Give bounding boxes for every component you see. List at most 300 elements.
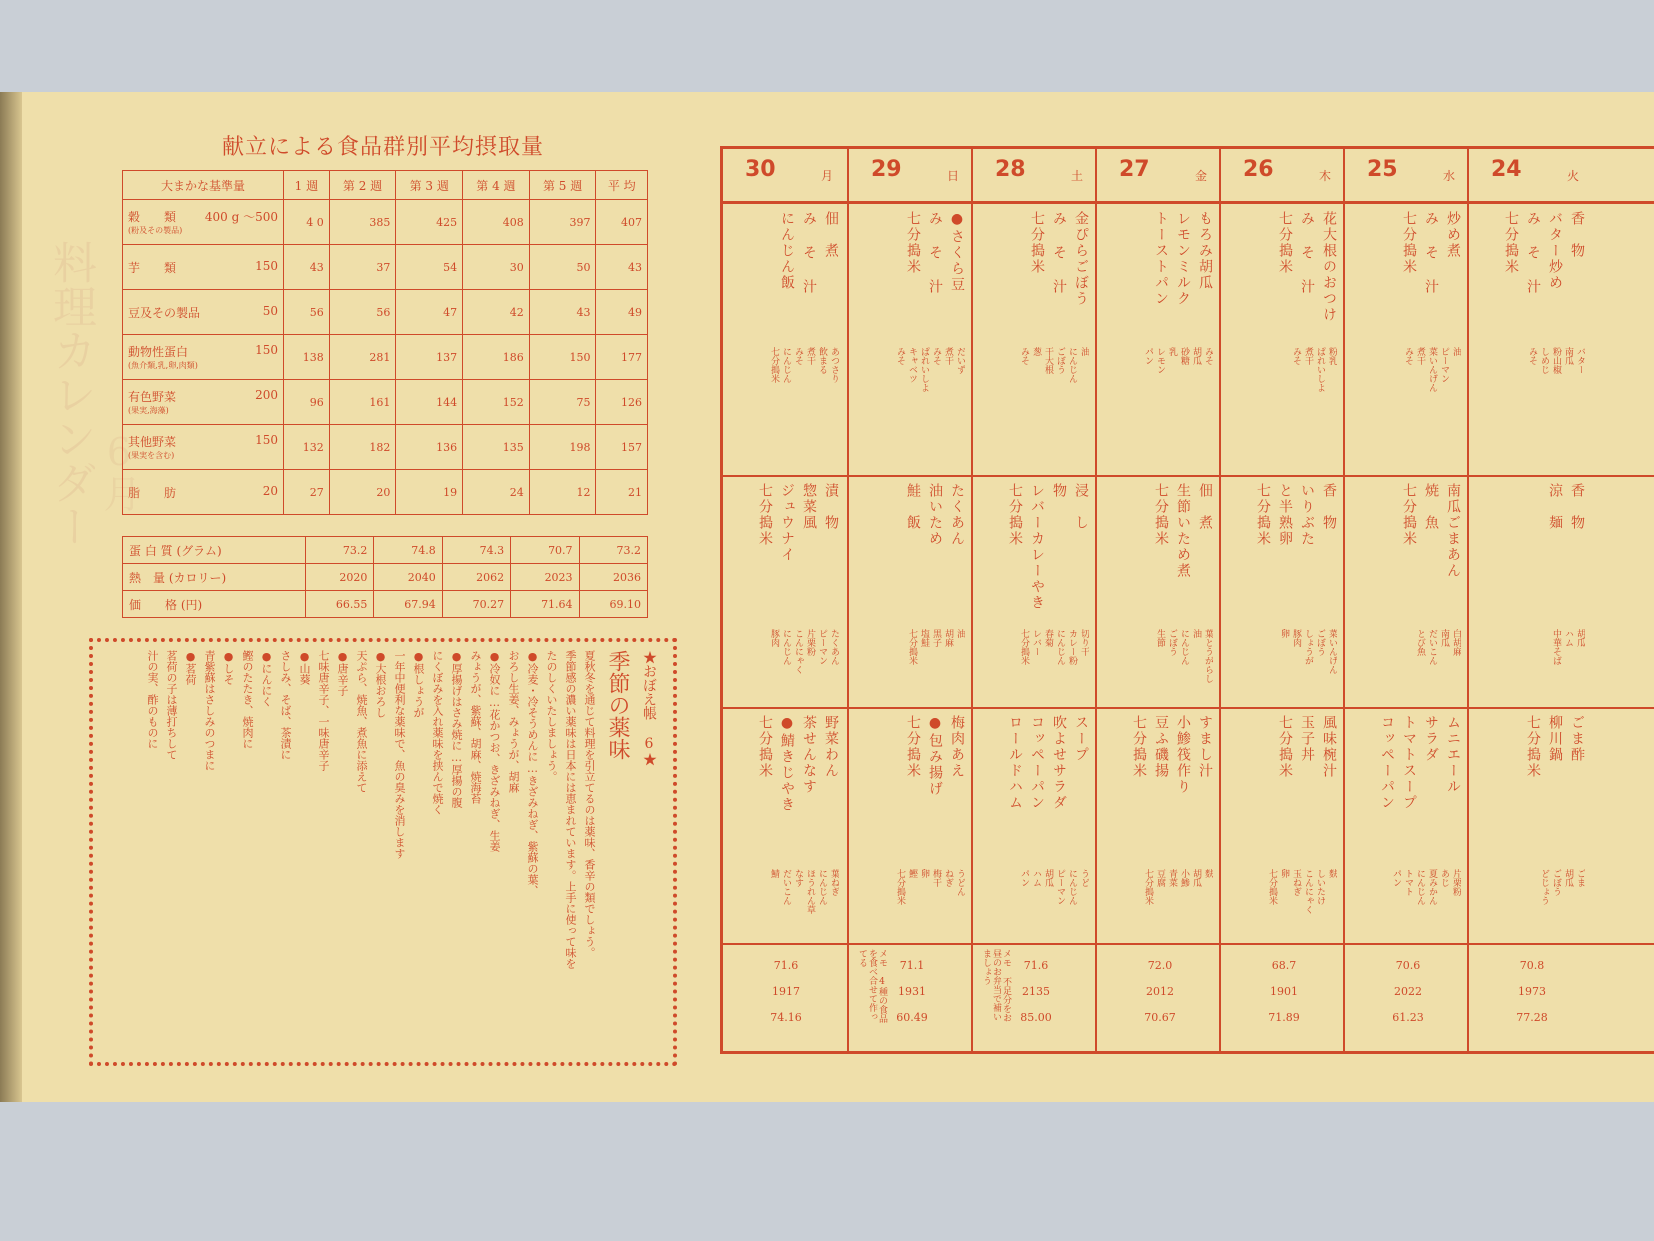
intake-row <box>123 335 648 380</box>
breakfast-dishes-item: トーストパン <box>1153 211 1169 307</box>
weekday: 水 <box>1442 169 1455 183</box>
breakfast-ingredients-item: にんじん <box>1067 347 1077 383</box>
breakfast-ingredients-item: 煮干 <box>1415 347 1425 365</box>
intake-value: 24 <box>463 470 530 515</box>
food-group-note: (果実を含む) <box>128 451 175 460</box>
dinner-ingredients-item: 玉ねぎ <box>1291 869 1301 896</box>
memo-column-text: おろし生姜、みょうが、胡麻 <box>507 650 520 793</box>
dinner-ingredients-item: ハム <box>1031 869 1041 887</box>
dinner-ingredients <box>981 869 1089 939</box>
day-column <box>1219 149 1345 1051</box>
dinner-dishes <box>981 715 1089 865</box>
day-total-protein: 70.6 <box>1395 959 1421 972</box>
intake-value: 20 <box>329 470 396 515</box>
breakfast-dishes-item: 七分搗米 <box>905 211 921 275</box>
lunch-dishes-item: 生節いため煮 <box>1175 483 1191 579</box>
dinner-ingredients-item: 卵 <box>919 869 929 878</box>
lunch-dishes-item: 七分搗米 <box>1007 483 1023 547</box>
dinner-dishes-item: コッペーパン <box>1379 715 1395 811</box>
day-total-price: 71.89 <box>1268 1011 1300 1024</box>
breakfast-dishes-item: み そ 汁 <box>1051 211 1067 295</box>
breakfast-ingredients-item: みそ <box>793 347 803 365</box>
breakfast-ingredients-item: だいず <box>955 347 965 374</box>
intake-value: 182 <box>329 425 396 470</box>
lunch-ingredients-item: にんじん <box>1055 629 1065 665</box>
intake-value: 4 0 <box>284 200 330 245</box>
lunch-dishes-item: レバーカレーやき <box>1029 483 1045 611</box>
dinner-dishes <box>1229 715 1337 865</box>
dinner-dishes-item: 茶せんなす <box>801 715 817 795</box>
breakfast-dishes-item: バター炒め <box>1547 211 1563 291</box>
breakfast-ingredients-item: 七分搗米 <box>769 347 779 383</box>
intake-value: 152 <box>463 380 530 425</box>
standard-amount: 200 <box>255 388 278 402</box>
intake-value: 27 <box>284 470 330 515</box>
memo-column-text: ●根しょうが <box>412 650 425 718</box>
breakfast-ingredients <box>1477 347 1585 467</box>
intake-value: 186 <box>463 335 530 380</box>
breakfast-dishes-item: み そ 汁 <box>1525 211 1541 295</box>
intake-value: 54 <box>396 245 463 290</box>
lunch-dishes-item: 七分搗米 <box>1153 483 1169 547</box>
summary-value: 2040 <box>374 564 442 591</box>
lunch-ingredients-item: 七分搗米 <box>1019 629 1029 665</box>
memo-column-text: ●厚揚げはさみ焼に…厚揚の腹 <box>450 650 463 808</box>
food-group-note: (粉及その製品) <box>128 226 183 235</box>
lunch-dishes <box>1477 483 1585 623</box>
breakfast-ingredients-item: みそ <box>895 347 905 365</box>
header-cell: 第 4 週 <box>463 171 530 200</box>
menu-calendar <box>720 146 1654 1054</box>
intake-value: 56 <box>284 290 330 335</box>
day-number: 27 <box>1119 157 1150 182</box>
intake-table-header <box>123 171 648 200</box>
food-group-label <box>123 470 284 515</box>
food-group-name: 其他野菜 <box>128 435 177 449</box>
food-group-label <box>123 200 284 245</box>
side-faded-month: 6月 <box>97 430 141 512</box>
lunch-ingredients-item: しょうが <box>1303 629 1313 665</box>
intake-value: 96 <box>284 380 330 425</box>
intake-value: 138 <box>284 335 330 380</box>
day-total-calories: 2135 <box>1022 985 1050 998</box>
day-total-protein: 71.6 <box>1023 959 1049 972</box>
lunch-dishes-item: 惣菜風 <box>801 483 817 531</box>
dinner-dishes-item: サラダ <box>1423 715 1439 763</box>
intake-value: 137 <box>396 335 463 380</box>
lunch-ingredients <box>1105 629 1213 703</box>
lunch-ingredients-item: 生節 <box>1155 629 1165 647</box>
day-column <box>971 149 1097 1051</box>
breakfast-ingredients <box>731 347 839 467</box>
dinner-ingredients-item: ピーマン <box>1055 869 1065 905</box>
breakfast-dishes <box>1229 211 1337 331</box>
dinner-ingredients-item: にんじん <box>817 869 827 905</box>
lunch-ingredients-item: カレー粉 <box>1067 629 1077 665</box>
breakfast-dishes <box>731 211 839 331</box>
intake-value: 136 <box>396 425 463 470</box>
intake-value: 177 <box>596 335 648 380</box>
memo-column-text: 夏秋冬を通じて料理を引立てるのは薬味、香辛の類でしょう。 <box>583 650 596 958</box>
intake-value: 49 <box>596 290 648 335</box>
intake-value: 126 <box>596 380 648 425</box>
weekday: 日 <box>946 169 959 183</box>
memo-column-text: たのしくいたしましょう。 <box>545 650 558 782</box>
lunch-ingredients-item: 卵 <box>1279 629 1289 638</box>
summary-value: 2020 <box>306 564 374 591</box>
lunch-dishes-item: 七分搗米 <box>1401 483 1417 547</box>
breakfast-ingredients-item: 油 <box>1079 347 1089 356</box>
day-number: 26 <box>1243 157 1274 182</box>
intake-value: 135 <box>463 425 530 470</box>
intake-value: 43 <box>284 245 330 290</box>
day-number: 29 <box>871 157 902 182</box>
dinner-ingredients-item: あじ <box>1439 869 1449 887</box>
dinner-ingredients-item: 夏みかん <box>1427 869 1437 905</box>
lunch-ingredients-item: 油 <box>1191 629 1201 638</box>
breakfast-dishes-item: み そ 汁 <box>927 211 943 295</box>
lunch-dishes-item: 焼 魚 <box>1423 483 1439 531</box>
breakfast-ingredients-item: レモン <box>1155 347 1165 374</box>
memo-column-text: 汁の実、酢のものに <box>146 650 159 749</box>
day-total-protein: 70.8 <box>1519 959 1545 972</box>
lunch-ingredients-item: 胡瓜 <box>1575 629 1585 647</box>
breakfast-ingredients-item: キャベツ <box>907 347 917 383</box>
dinner-ingredients-item: 片栗粉 <box>1451 869 1461 896</box>
intake-value: 43 <box>596 245 648 290</box>
lunch-dishes-item: 七分搗米 <box>757 483 773 547</box>
dinner-ingredients-item: しいたけ <box>1315 869 1325 905</box>
food-group-label <box>123 290 284 335</box>
nutrition-summary-table <box>122 536 648 618</box>
breakfast-dishes <box>1353 211 1461 331</box>
lunch-ingredients-item: 白胡麻 <box>1451 629 1461 656</box>
lunch-dishes-item: 七分搗米 <box>1255 483 1271 547</box>
dinner-ingredients-item: にんじん <box>1415 869 1425 905</box>
dinner-dishes-item: ●鯖きじやき <box>779 715 795 813</box>
day-column <box>1343 149 1469 1051</box>
lunch-dishes-item: 浸 し <box>1073 483 1089 531</box>
memo-column-text: 一年中便利な薬味で、魚の臭みを消します <box>393 650 406 859</box>
dinner-ingredients <box>731 869 839 939</box>
food-group-name: 有色野菜 <box>128 390 177 404</box>
breakfast-dishes-item: 炒め煮 <box>1445 211 1461 259</box>
dinner-ingredients-item: ほうれん草 <box>805 869 815 914</box>
intake-value: 144 <box>396 380 463 425</box>
day-total-protein: 68.7 <box>1271 959 1297 972</box>
lunch-dishes <box>1353 483 1461 623</box>
intake-value: 408 <box>463 200 530 245</box>
lunch-ingredients-item: 中華そば <box>1551 629 1561 665</box>
lunch-ingredients <box>731 629 839 703</box>
memo-box <box>89 638 677 1066</box>
dinner-dishes-item: 風味椀汁 <box>1321 715 1337 779</box>
intake-value: 161 <box>329 380 396 425</box>
food-group-label <box>123 245 284 290</box>
day-total-price: 77.28 <box>1516 1011 1548 1024</box>
dinner-dishes-item: 野菜わん <box>823 715 839 779</box>
dinner-ingredients-item: 卵 <box>1279 869 1289 878</box>
day-column <box>847 149 973 1051</box>
dinner-ingredients-item: ねぎ <box>943 869 953 887</box>
summary-value: 70.27 <box>442 591 510 618</box>
breakfast-dishes <box>1105 211 1213 331</box>
dinner-dishes-item: 豆ふ磯揚 <box>1153 715 1169 779</box>
memo-column-text: さしみ、そば、茶漬に <box>279 650 292 760</box>
lunch-dishes-item: いりぶた <box>1299 483 1315 547</box>
lunch-ingredients-item: とび魚 <box>1415 629 1425 656</box>
day-total-calories: 1931 <box>898 985 926 998</box>
intake-value: 21 <box>596 470 648 515</box>
breakfast-dishes-item: にんじん飯 <box>779 211 795 291</box>
intake-value: 397 <box>529 200 596 245</box>
breakfast-ingredients-item: あつさり <box>829 347 839 383</box>
weekday: 土 <box>1070 169 1083 183</box>
breakfast-dishes-item: 花大根のおつけ <box>1321 211 1337 323</box>
summary-value: 66.55 <box>306 591 374 618</box>
dinner-ingredients <box>1477 869 1585 939</box>
day-total-price: 70.67 <box>1144 1011 1176 1024</box>
header-cell: 大まかな基準量 <box>123 171 284 200</box>
dinner-ingredients-item: 豆腐 <box>1155 869 1165 887</box>
breakfast-dishes-item: み そ 汁 <box>1423 211 1439 295</box>
dinner-dishes <box>1105 715 1213 865</box>
lunch-ingredients-item: 胡麻 <box>943 629 953 647</box>
side-faded-title: 料理カレンダー <box>45 240 96 548</box>
summary-value: 74.8 <box>374 537 442 564</box>
breakfast-ingredients-item: 葱 <box>1031 347 1041 356</box>
lunch-dishes-item: 佃 煮 <box>1197 483 1213 531</box>
memo-column-text: 鰹のたたき、焼肉に <box>241 650 254 749</box>
lunch-ingredients-item: こんにゃく <box>793 629 803 674</box>
day-total-price: 60.49 <box>896 1011 928 1024</box>
lunch-dishes-item: 物 <box>1051 483 1067 499</box>
day-total-price: 61.23 <box>1392 1011 1424 1024</box>
weekday: 火 <box>1566 169 1579 183</box>
lunch-ingredients-item: 南瓜 <box>1439 629 1449 647</box>
dinner-dishes-item: スープ <box>1073 715 1089 763</box>
summary-row <box>123 564 648 591</box>
day-total-protein: 71.1 <box>899 959 925 972</box>
breakfast-ingredients-item: 飲まる <box>817 347 827 374</box>
breakfast-ingredients <box>1229 347 1337 467</box>
food-group-name: 動物性蛋白 <box>128 345 189 359</box>
day-number: 24 <box>1491 157 1522 182</box>
summary-value: 70.7 <box>511 537 579 564</box>
dinner-dishes-item: 七分搗米 <box>1131 715 1147 779</box>
lunch-dishes-item: 油いため <box>927 483 943 547</box>
breakfast-dishes-item: み そ 汁 <box>801 211 817 295</box>
memo-column-text: ●山葵 <box>298 650 311 685</box>
breakfast-ingredients-item: 菜いんげん <box>1427 347 1437 392</box>
summary-value: 67.94 <box>374 591 442 618</box>
breakfast-dishes-item: 七分搗米 <box>1503 211 1519 275</box>
lunch-dishes-item: 漬 物 <box>823 483 839 531</box>
intake-value: 198 <box>529 425 596 470</box>
weekday: 木 <box>1318 169 1331 183</box>
dinner-ingredients-item: 麩 <box>1327 869 1337 878</box>
day-column <box>1467 149 1593 1051</box>
standard-amount: 400 g ～500 <box>204 210 278 224</box>
breakfast-dishes <box>1477 211 1585 331</box>
dinner-dishes-item: 梅肉あえ <box>949 715 965 779</box>
dinner-dishes <box>731 715 839 865</box>
lunch-dishes-item: 南瓜ごまあん <box>1445 483 1461 579</box>
day-total-protein: 72.0 <box>1147 959 1173 972</box>
breakfast-dishes <box>857 211 965 331</box>
intake-value: 56 <box>329 290 396 335</box>
dinner-dishes-item: 七分搗米 <box>905 715 921 779</box>
breakfast-ingredients-item: ごぼう <box>1055 347 1065 374</box>
dinner-ingredients-item: 胡瓜 <box>1563 869 1573 887</box>
summary-value: 73.2 <box>579 537 647 564</box>
food-group-name: 脂 肪 <box>128 485 177 500</box>
intake-row <box>123 470 648 515</box>
standard-amount: 20 <box>262 483 278 498</box>
dinner-ingredients-item: うどん <box>955 869 965 896</box>
breakfast-ingredients-item: みそ <box>1203 347 1213 365</box>
dinner-ingredients-item: トマト <box>1403 869 1413 896</box>
memo-column-text: みょうが、紫蘇、胡麻、焼海苔 <box>469 650 482 804</box>
memo-column-text: ●にんにく <box>260 650 273 707</box>
breakfast-ingredients-item: パン <box>1143 347 1153 365</box>
dinner-ingredients-item: パン <box>1391 869 1401 887</box>
memo-column-text: ●しそ <box>222 650 235 685</box>
lunch-ingredients-item: 菜いんげん <box>1327 629 1337 674</box>
dinner-ingredients <box>1229 869 1337 939</box>
breakfast-ingredients-item: しめじ <box>1539 347 1549 374</box>
dinner-ingredients-item: 鰹 <box>907 869 917 878</box>
day-total-protein: 71.6 <box>773 959 799 972</box>
memo-column-text: ●大根おろし <box>374 650 387 718</box>
lunch-ingredients <box>1229 629 1337 703</box>
intake-value: 385 <box>329 200 396 245</box>
lunch-ingredients-item: にんじん <box>781 629 791 665</box>
lunch-ingredients-item: レバー <box>1031 629 1041 656</box>
memo-column-text: 茗荷の子は薄打ちして <box>165 650 178 760</box>
memo-column-text: ●茗荷 <box>184 650 197 685</box>
breakfast-ingredients-item: 南瓜 <box>1563 347 1573 365</box>
day-total-calories: 2012 <box>1146 985 1174 998</box>
intake-table-title: 献立による食品群別平均摂取量 <box>222 135 545 160</box>
breakfast-ingredients-item: 煮干 <box>805 347 815 365</box>
summary-label: 蛋 白 質 (グラム) <box>123 537 306 564</box>
memo-banner: ★おぼえ帳 6★ <box>641 650 657 766</box>
intake-value: 19 <box>396 470 463 515</box>
lunch-ingredients-item: 七分搗米 <box>907 629 917 665</box>
book-spine <box>0 92 22 1102</box>
breakfast-ingredients <box>981 347 1089 467</box>
lunch-ingredients-item: 豚肉 <box>769 629 779 647</box>
intake-value: 30 <box>463 245 530 290</box>
day-number: 30 <box>745 157 776 182</box>
lunch-dishes-item: 香 物 <box>1321 483 1337 531</box>
day-total-calories: 1917 <box>772 985 800 998</box>
dinner-ingredients-item: 七分搗米 <box>1267 869 1277 905</box>
lunch-ingredients-item: 黒子 <box>931 629 941 647</box>
summary-label: 価 格 (円) <box>123 591 306 618</box>
food-group-name: 芋 類 <box>128 260 177 275</box>
breakfast-ingredients-item: みそ <box>1527 347 1537 365</box>
memo-column-text: 天ぷら、焼魚、煮魚に添えて <box>355 650 368 793</box>
breakfast-ingredients-item: みそ <box>1291 347 1301 365</box>
food-group-label <box>123 425 284 470</box>
intake-value: 43 <box>529 290 596 335</box>
right-page <box>720 110 1654 1060</box>
lunch-ingredients-item: ごぼう <box>1315 629 1325 656</box>
standard-amount: 150 <box>255 258 278 273</box>
day-total-calories: 1973 <box>1518 985 1546 998</box>
lunch-ingredients-item: 塩鮭 <box>919 629 929 647</box>
lunch-dishes <box>1229 483 1337 623</box>
lunch-ingredients-item: 切り干 <box>1079 629 1089 656</box>
day-memo: メモ 4種の食品を食べ合せて作ってる <box>857 949 887 1023</box>
breakfast-dishes <box>981 211 1089 331</box>
dinner-ingredients-item: うど <box>1079 869 1089 887</box>
breakfast-dishes-item: 七分搗米 <box>1029 211 1045 275</box>
day-memo: メモ 不足分をお昼のお弁当で補いましょう <box>981 949 1011 1022</box>
header-cell: 第 3 週 <box>396 171 463 200</box>
breakfast-ingredients-item: みそ <box>931 347 941 365</box>
header-cell: 平 均 <box>596 171 648 200</box>
memo-content <box>101 650 659 1050</box>
lunch-dishes-item: 鮭 飯 <box>905 483 921 531</box>
intake-value: 47 <box>396 290 463 335</box>
day-number: 28 <box>995 157 1026 182</box>
header-cell: 第 2 週 <box>329 171 396 200</box>
lunch-dishes <box>731 483 839 623</box>
dinner-ingredients-item: 小鯵 <box>1179 869 1189 887</box>
breakfast-ingredients <box>1105 347 1213 467</box>
lunch-ingredients-item: 葉とうがらし <box>1203 629 1213 683</box>
lunch-dishes <box>981 483 1089 623</box>
breakfast-ingredients-item: ぱれいしよ <box>919 347 929 392</box>
dinner-ingredients-item: だいこん <box>781 869 791 905</box>
summary-value: 73.2 <box>306 537 374 564</box>
lunch-ingredients-item: 片栗粉 <box>805 629 815 656</box>
intake-value: 281 <box>329 335 396 380</box>
dinner-ingredients <box>1353 869 1461 939</box>
memo-column-text: ●唐辛子 <box>336 650 349 696</box>
dinner-dishes-item: 七分搗米 <box>757 715 773 779</box>
dinner-ingredients-item: 胡瓜 <box>1043 869 1053 887</box>
food-group-name: 穀 類 <box>128 210 177 224</box>
lunch-ingredients-item: 春菊 <box>1043 629 1053 647</box>
intake-value: 42 <box>463 290 530 335</box>
weekday: 月 <box>820 169 833 183</box>
breakfast-ingredients-item: 砂糖 <box>1179 347 1189 365</box>
dinner-dishes-item: トマトスープ <box>1401 715 1417 811</box>
standard-amount: 150 <box>255 433 278 447</box>
summary-value: 71.64 <box>511 591 579 618</box>
memo-column-text: 季節感の濃い薬味は日本には恵まれています。上手に使って味を <box>564 650 577 969</box>
lunch-dishes-item: ジュウナイ <box>779 483 795 563</box>
breakfast-ingredients-item: ピーマン <box>1439 347 1449 383</box>
lunch-ingredients-item: 油 <box>955 629 965 638</box>
memo-column-text: 七味唐辛子、一味唐辛子 <box>317 650 330 771</box>
dinner-ingredients <box>857 869 965 939</box>
breakfast-dishes-item: 金ぴらごぼう <box>1073 211 1089 307</box>
weekday: 金 <box>1194 169 1207 183</box>
breakfast-ingredients-item: 油 <box>1451 347 1461 356</box>
lunch-ingredients-item: にんじん <box>1179 629 1189 665</box>
lunch-ingredients-item: ピーマン <box>817 629 827 665</box>
summary-value: 74.3 <box>442 537 510 564</box>
intake-value: 12 <box>529 470 596 515</box>
lunch-dishes-item: たくあん <box>949 483 965 547</box>
breakfast-ingredients-item: 粉山椒 <box>1551 347 1561 374</box>
lunch-ingredients <box>1353 629 1461 703</box>
